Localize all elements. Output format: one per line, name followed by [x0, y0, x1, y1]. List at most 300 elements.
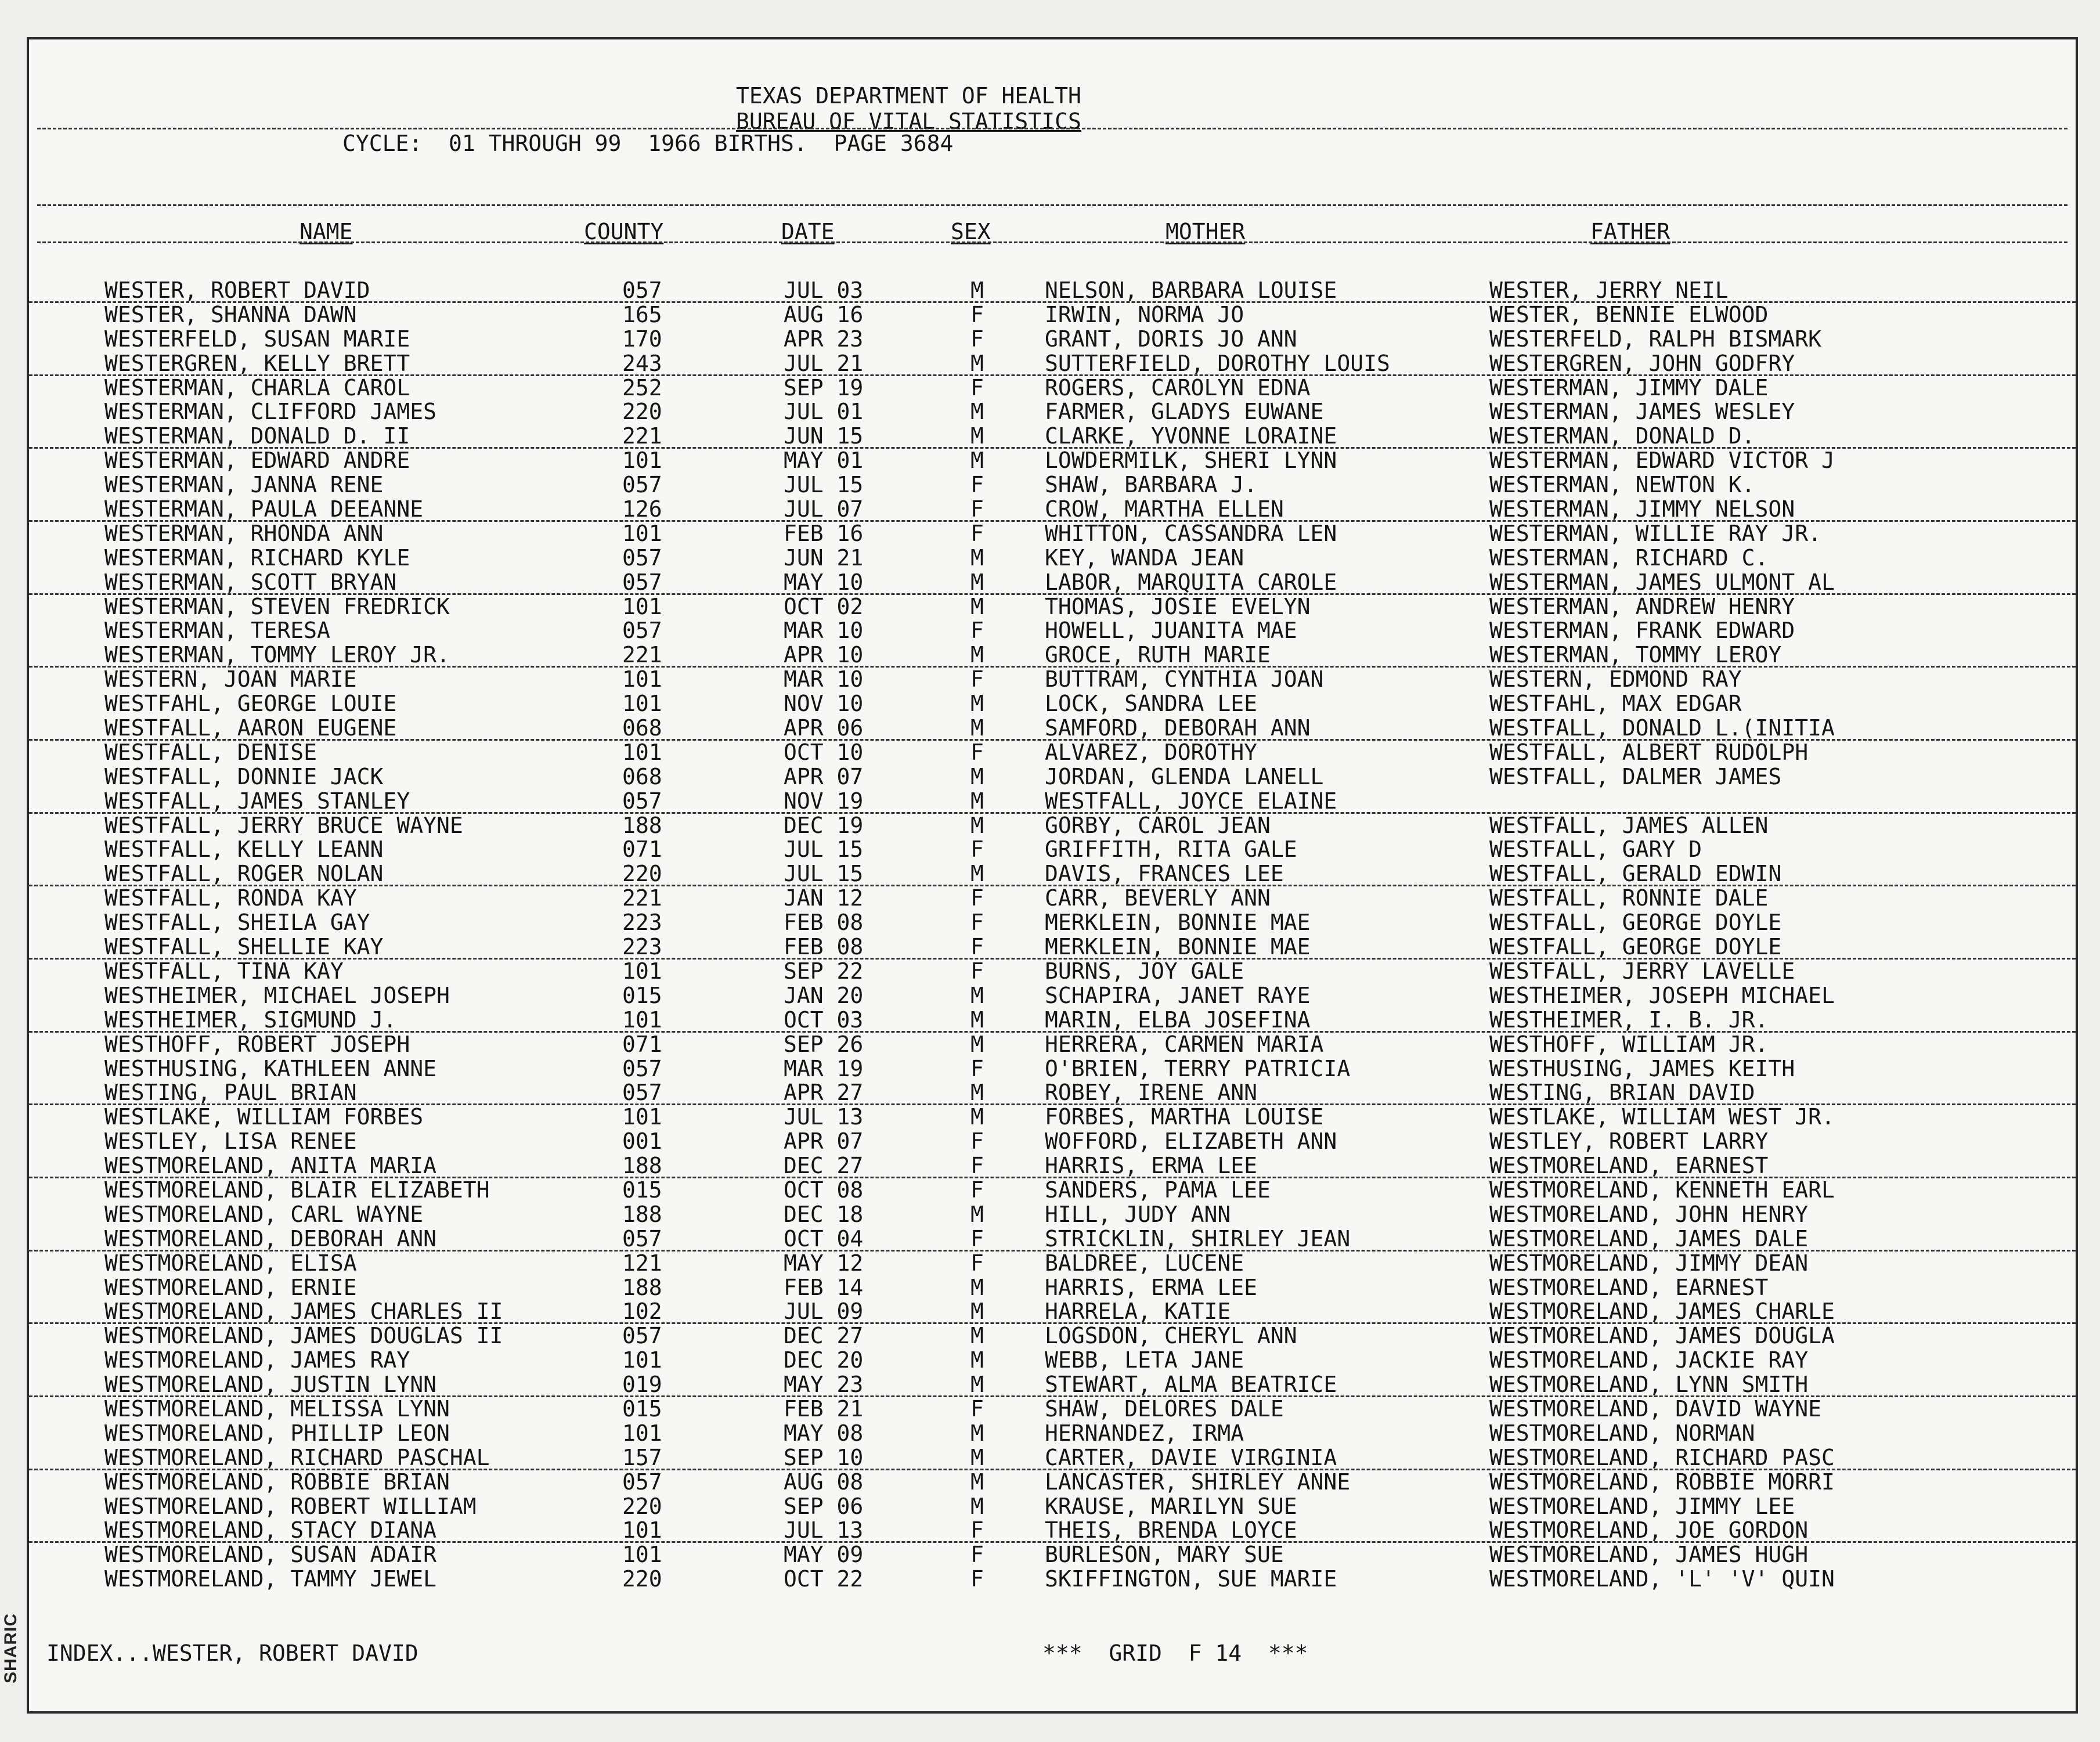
cell-father: WESTERMAN, JIMMY DALE	[1489, 374, 1769, 401]
cell-date: MAR 10	[784, 618, 864, 644]
cell-mother: HERNANDEZ, IRMA	[1045, 1420, 1244, 1446]
cell-sex: F	[970, 885, 984, 911]
cell-county: 121	[622, 1250, 662, 1276]
cell-date: JUL 03	[784, 277, 864, 303]
cell-name: WESTLEY, LISA RENEE	[104, 1128, 357, 1155]
cell-father: WESTMORELAND, ROBBIE MORRI	[1489, 1469, 1835, 1495]
cell-father: WESTFAHL, MAX EDGAR	[1489, 691, 1742, 717]
cell-date: JUN 21	[784, 544, 864, 571]
cell-father: WESTMORELAND, JAMES DALE	[1489, 1225, 1809, 1252]
cell-county: 223	[622, 934, 662, 960]
cell-sex: M	[970, 691, 984, 717]
cell-name: WESTMORELAND, ANITA MARIA	[104, 1153, 436, 1179]
cell-sex: M	[970, 1104, 984, 1130]
cell-mother: BURNS, JOY GALE	[1045, 958, 1244, 984]
cell-sex: M	[970, 788, 984, 814]
cell-mother: LOCK, SANDRA LEE	[1045, 691, 1258, 717]
cell-name: WESTMORELAND, JUSTIN LYNN	[104, 1372, 436, 1398]
cell-father: WESTERMAN, ANDREW HENRY	[1489, 593, 1795, 619]
table-row	[29, 571, 2076, 595]
cell-name: WESTFALL, RONDA KAY	[104, 885, 357, 911]
cell-county: 015	[622, 1395, 662, 1422]
table-row	[29, 741, 2076, 765]
cell-name: WESTFALL, JERRY BRUCE WAYNE	[104, 812, 463, 838]
cell-name: WESTERMAN, TOMMY LEROY JR.	[104, 642, 450, 668]
cell-father: WESTHUSING, JAMES KEITH	[1489, 1055, 1795, 1081]
cell-mother: GRANT, DORIS JO ANN	[1045, 326, 1297, 352]
table-row	[29, 960, 2076, 984]
cell-mother: WHITTON, CASSANDRA LEN	[1045, 520, 1337, 546]
cell-sex: M	[970, 277, 984, 303]
cell-mother: HARRELA, KATIE	[1045, 1299, 1231, 1325]
cell-mother: BUTTRAM, CYNTHIA JOAN	[1045, 666, 1324, 693]
cell-sex: F	[970, 666, 984, 693]
table-row	[29, 1543, 2076, 1567]
cell-sex: M	[970, 1007, 984, 1033]
cell-county: 223	[622, 910, 662, 936]
cell-county: 015	[622, 982, 662, 1008]
cell-mother: HERRERA, CARMEN MARIA	[1045, 1031, 1324, 1057]
cell-sex: M	[970, 642, 984, 668]
cell-sex: M	[970, 593, 984, 619]
cell-county: 057	[622, 544, 662, 571]
column-header-underline	[37, 241, 2067, 243]
cell-county: 057	[622, 472, 662, 498]
table-row	[29, 619, 2076, 643]
table-row	[29, 595, 2076, 619]
cell-sex: M	[970, 1031, 984, 1057]
table-row	[29, 1567, 2076, 1592]
cell-mother: ROGERS, CAROLYN EDNA	[1045, 374, 1311, 401]
table-row	[29, 789, 2076, 814]
cell-date: APR 10	[784, 642, 864, 668]
cell-father: WESTMORELAND, JOHN HENRY	[1489, 1201, 1809, 1227]
cell-name: WESTMORELAND, JAMES DOUGLAS II	[104, 1323, 503, 1349]
cell-mother: WESTFALL, JOYCE ELAINE	[1045, 788, 1337, 814]
cell-county: 071	[622, 836, 662, 863]
cell-father: WESTFALL, GARY D	[1489, 836, 1702, 863]
table-row	[29, 643, 2076, 668]
cell-mother: MERKLEIN, BONNIE MAE	[1045, 934, 1311, 960]
cell-sex: F	[970, 326, 984, 352]
cell-name: WESTMORELAND, PHILLIP LEON	[104, 1420, 450, 1446]
cell-date: JAN 12	[784, 885, 864, 911]
cell-date: FEB 08	[784, 910, 864, 936]
column-header-date: DATE	[781, 219, 835, 244]
cell-father: WESTMORELAND, JAMES CHARLE	[1489, 1299, 1835, 1325]
cell-father: WESTMORELAND, NORMAN	[1489, 1420, 1755, 1446]
cell-date: DEC 27	[784, 1323, 864, 1349]
cell-father: WESTMORELAND, LYNN SMITH	[1489, 1372, 1809, 1398]
cell-name: WESTERMAN, RICHARD KYLE	[104, 544, 410, 571]
cell-county: 157	[622, 1444, 662, 1470]
grid-footer: *** GRID F 14 ***	[1042, 1640, 1308, 1666]
cell-sex: M	[970, 448, 984, 474]
cell-name: WESTFALL, TINA KAY	[104, 958, 344, 984]
cell-county: 165	[622, 301, 662, 327]
table-row	[29, 1446, 2076, 1470]
column-header-name: NAME	[300, 219, 353, 244]
cell-father: WESTERMAN, FRANK EDWARD	[1489, 618, 1795, 644]
cell-sex: M	[970, 1299, 984, 1325]
table-row	[29, 1081, 2076, 1105]
cell-county: 001	[622, 1128, 662, 1155]
cell-date: DEC 27	[784, 1153, 864, 1179]
cell-sex: M	[970, 1420, 984, 1446]
cell-name: WESTMORELAND, ERNIE	[104, 1274, 357, 1300]
cell-county: 188	[622, 1201, 662, 1227]
cell-sex: F	[970, 934, 984, 960]
cell-name: WESTFAHL, GEORGE LOUIE	[104, 691, 397, 717]
index-footer: INDEX...WESTER, ROBERT DAVID	[46, 1640, 418, 1666]
cell-date: JUL 01	[784, 399, 864, 425]
cell-county: 221	[622, 642, 662, 668]
cell-date: SEP 26	[784, 1031, 864, 1057]
cell-county: 188	[622, 1153, 662, 1179]
table-row	[29, 1203, 2076, 1227]
cell-mother: CARTER, DAVIE VIRGINIA	[1045, 1444, 1337, 1470]
cell-county: 101	[622, 1007, 662, 1033]
cell-date: OCT 22	[784, 1566, 864, 1592]
cell-date: JUL 09	[784, 1299, 864, 1325]
column-header-county: COUNTY	[584, 219, 664, 244]
cell-father: WESTFALL, RONNIE DALE	[1489, 885, 1769, 911]
cell-date: SEP 19	[784, 374, 864, 401]
cell-mother: STEWART, ALMA BEATRICE	[1045, 1372, 1337, 1398]
column-header-rule	[37, 204, 2067, 206]
cell-mother: O'BRIEN, TERRY PATRICIA	[1045, 1055, 1351, 1081]
cell-date: JAN 20	[784, 982, 864, 1008]
cell-sex: M	[970, 812, 984, 838]
cell-date: OCT 08	[784, 1177, 864, 1203]
table-row	[29, 765, 2076, 789]
table-row	[29, 1397, 2076, 1422]
column-header-father: FATHER	[1590, 219, 1670, 244]
cell-name: WESTERMAN, SCOTT BRYAN	[104, 569, 397, 595]
cell-mother: GROCE, RUTH MARIE	[1045, 642, 1271, 668]
cell-county: 101	[622, 1517, 662, 1543]
table-row	[29, 473, 2076, 497]
cell-county: 101	[622, 520, 662, 546]
table-row	[29, 376, 2076, 401]
cell-name: WESTMORELAND, MELISSA LYNN	[104, 1395, 450, 1422]
cell-sex: M	[970, 423, 984, 449]
cell-father: WESTFALL, GERALD EDWIN	[1489, 861, 1782, 887]
cell-father: WESTHOFF, WILLIAM JR.	[1489, 1031, 1769, 1057]
cell-name: WESTMORELAND, JAMES RAY	[104, 1347, 410, 1373]
cell-father: WESTERMAN, NEWTON K.	[1489, 472, 1755, 498]
cell-name: WESTERMAN, JANNA RENE	[104, 472, 384, 498]
cell-mother: HOWELL, JUANITA MAE	[1045, 618, 1297, 644]
table-row	[29, 692, 2076, 716]
cell-sex: F	[970, 520, 984, 546]
cell-father: WESTMORELAND, EARNEST	[1489, 1153, 1769, 1179]
cell-date: DEC 20	[784, 1347, 864, 1373]
cell-date: MAY 08	[784, 1420, 864, 1446]
cell-sex: F	[970, 910, 984, 936]
cell-mother: MARIN, ELBA JOSEFINA	[1045, 1007, 1311, 1033]
cell-father: WESTFALL, DONALD L.(INITIA	[1489, 715, 1835, 741]
cell-mother: JORDAN, GLENDA LANELL	[1045, 763, 1324, 789]
cell-name: WESTERMAN, TERESA	[104, 618, 330, 644]
cell-name: WESTERMAN, DONALD D. II	[104, 423, 410, 449]
cell-date: OCT 03	[784, 1007, 864, 1033]
column-header-sex: SEX	[951, 219, 991, 244]
table-row	[29, 1105, 2076, 1130]
cell-sex: F	[970, 1250, 984, 1276]
table-row	[29, 424, 2076, 449]
cell-sex: F	[970, 472, 984, 498]
cell-date: FEB 08	[784, 934, 864, 960]
cell-name: WESTERMAN, CHARLA CAROL	[104, 374, 410, 401]
cell-name: WESTERFELD, SUSAN MARIE	[104, 326, 410, 352]
cell-county: 243	[622, 350, 662, 376]
cell-county: 101	[622, 593, 662, 619]
cell-county: 188	[622, 812, 662, 838]
cell-mother: ALVAREZ, DOROTHY	[1045, 739, 1258, 765]
cell-county: 101	[622, 448, 662, 474]
table-row	[29, 522, 2076, 546]
table-row	[29, 1154, 2076, 1178]
table-row	[29, 862, 2076, 886]
cell-name: WESTMORELAND, BLAIR ELIZABETH	[104, 1177, 490, 1203]
cell-mother: DAVIS, FRANCES LEE	[1045, 861, 1284, 887]
cell-father: WESTERMAN, JAMES WESLEY	[1489, 399, 1795, 425]
cell-sex: M	[970, 350, 984, 376]
cell-county: 057	[622, 1225, 662, 1252]
cell-father: WESTER, BENNIE ELWOOD	[1489, 301, 1769, 327]
cell-sex: M	[970, 1323, 984, 1349]
cell-county: 220	[622, 861, 662, 887]
table-row	[29, 327, 2076, 352]
cell-name: WESTMORELAND, ELISA	[104, 1250, 357, 1276]
cell-mother: BALDREE, LUCENE	[1045, 1250, 1244, 1276]
cell-mother: SHAW, BARBARA J.	[1045, 472, 1258, 498]
cell-father: WESTERN, EDMOND RAY	[1489, 666, 1742, 693]
cell-mother: THOMAS, JOSIE EVELYN	[1045, 593, 1311, 619]
cell-mother: KEY, WANDA JEAN	[1045, 544, 1244, 571]
cell-date: MAY 09	[784, 1542, 864, 1568]
cell-county: 252	[622, 374, 662, 401]
cell-name: WESTHEIMER, SIGMUND J.	[104, 1007, 397, 1033]
cell-father: WESTFALL, GEORGE DOYLE	[1489, 934, 1782, 960]
table-row	[29, 984, 2076, 1008]
table-row	[29, 400, 2076, 424]
cell-county: 057	[622, 277, 662, 303]
table-row	[29, 1495, 2076, 1519]
cell-name: WESTERMAN, EDWARD ANDRE	[104, 448, 410, 474]
table-row	[29, 1057, 2076, 1081]
table-row	[29, 1519, 2076, 1543]
cell-date: APR 06	[784, 715, 864, 741]
cell-date: APR 27	[784, 1080, 864, 1106]
cell-father: WESTER, JERRY NEIL	[1489, 277, 1729, 303]
cell-sex: M	[970, 1372, 984, 1398]
table-row	[29, 814, 2076, 838]
table-row	[29, 1422, 2076, 1446]
cell-name: WESTMORELAND, SUSAN ADAIR	[104, 1542, 436, 1568]
cell-name: WESTFALL, AARON EUGENE	[104, 715, 397, 741]
cell-father: WESTERMAN, RICHARD C.	[1489, 544, 1769, 571]
table-row	[29, 668, 2076, 692]
cell-father: WESTMORELAND, KENNETH EARL	[1489, 1177, 1835, 1203]
cell-county: 221	[622, 423, 662, 449]
cell-sex: M	[970, 763, 984, 789]
bureau-title: BUREAU OF VITAL STATISTICS	[736, 109, 1081, 134]
cell-county: 101	[622, 739, 662, 765]
cell-mother: HARRIS, ERMA LEE	[1045, 1153, 1258, 1179]
cell-county: 057	[622, 569, 662, 595]
cell-mother: BURLESON, MARY SUE	[1045, 1542, 1284, 1568]
cell-mother: LOWDERMILK, SHERI LYNN	[1045, 448, 1337, 474]
cell-county: 102	[622, 1299, 662, 1325]
cell-sex: M	[970, 569, 984, 595]
cell-name: WESTHOFF, ROBERT JOSEPH	[104, 1031, 410, 1057]
cell-father: WESTERMAN, DONALD D.	[1489, 423, 1755, 449]
cell-sex: F	[970, 1177, 984, 1203]
table-row	[29, 1033, 2076, 1057]
cell-mother: THEIS, BRENDA LOYCE	[1045, 1517, 1297, 1543]
table-row	[29, 935, 2076, 960]
cell-father: WESTERMAN, TOMMY LEROY	[1489, 642, 1782, 668]
cell-mother: KRAUSE, MARILYN SUE	[1045, 1493, 1297, 1519]
cell-mother: GRIFFITH, RITA GALE	[1045, 836, 1297, 863]
cell-mother: LANCASTER, SHIRLEY ANNE	[1045, 1469, 1351, 1495]
cell-father: WESTERFELD, RALPH BISMARK	[1489, 326, 1821, 352]
cell-county: 170	[622, 326, 662, 352]
cell-date: SEP 22	[784, 958, 864, 984]
cell-mother: CLARKE, YVONNE LORAINE	[1045, 423, 1337, 449]
cell-county: 057	[622, 788, 662, 814]
cell-sex: F	[970, 618, 984, 644]
cell-sex: M	[970, 1347, 984, 1373]
cell-father: WESTERGREN, JOHN GODFRY	[1489, 350, 1795, 376]
cell-date: NOV 19	[784, 788, 864, 814]
cell-name: WESTER, ROBERT DAVID	[104, 277, 370, 303]
cell-sex: M	[970, 399, 984, 425]
cell-date: OCT 04	[784, 1225, 864, 1252]
cell-date: FEB 14	[784, 1274, 864, 1300]
cell-date: JUN 15	[784, 423, 864, 449]
table-row	[29, 716, 2076, 741]
cell-sex: F	[970, 1395, 984, 1422]
cell-name: WESTERMAN, STEVEN FREDRICK	[104, 593, 450, 619]
table-row	[29, 886, 2076, 911]
cell-name: WESTERMAN, PAULA DEEANNE	[104, 496, 424, 522]
table-row	[29, 1470, 2076, 1495]
cell-father: WESTMORELAND, JACKIE RAY	[1489, 1347, 1809, 1373]
cell-county: 015	[622, 1177, 662, 1203]
cell-name: WESTHEIMER, MICHAEL JOSEPH	[104, 982, 450, 1008]
cell-father: WESTHEIMER, I. B. JR.	[1489, 1007, 1769, 1033]
cell-mother: WEBB, LETA JANE	[1045, 1347, 1244, 1373]
cell-mother: ROBEY, IRENE ANN	[1045, 1080, 1258, 1106]
cell-date: AUG 16	[784, 301, 864, 327]
cell-sex: F	[970, 1153, 984, 1179]
agency-title: TEXAS DEPARTMENT OF HEALTH	[736, 83, 1081, 109]
cell-sex: F	[970, 1517, 984, 1543]
birth-record-list	[29, 279, 2076, 1592]
cell-father: WESTMORELAND, JAMES HUGH	[1489, 1542, 1809, 1568]
cell-mother: LOGSDON, CHERYL ANN	[1045, 1323, 1297, 1349]
cell-mother: SUTTERFIELD, DOROTHY LOUIS	[1045, 350, 1390, 376]
cycle-line: CYCLE: 01 THROUGH 99 1966 BIRTHS. PAGE 3684	[342, 131, 954, 156]
cell-father: WESTMORELAND, 'L' 'V' QUIN	[1489, 1566, 1835, 1592]
cell-date: JUL 13	[784, 1104, 864, 1130]
cell-name: WESTMORELAND, RICHARD PASCHAL	[104, 1444, 490, 1470]
table-row	[29, 1178, 2076, 1203]
cell-county: 101	[622, 1542, 662, 1568]
cell-name: WESTFALL, SHELLIE KAY	[104, 934, 384, 960]
cell-mother: MERKLEIN, BONNIE MAE	[1045, 910, 1311, 936]
cell-sex: F	[970, 496, 984, 522]
cell-sex: M	[970, 715, 984, 741]
cell-county: 057	[622, 1469, 662, 1495]
cell-date: MAR 10	[784, 666, 864, 693]
cell-county: 101	[622, 691, 662, 717]
table-row	[29, 1130, 2076, 1154]
cell-date: APR 23	[784, 326, 864, 352]
cell-name: WESTFALL, SHEILA GAY	[104, 910, 370, 936]
side-label: SHARIC	[1, 1613, 20, 1683]
cell-date: DEC 19	[784, 812, 864, 838]
cell-mother: FARMER, GLADYS EUWANE	[1045, 399, 1324, 425]
cell-date: NOV 10	[784, 691, 864, 717]
cell-name: WESTERMAN, RHONDA ANN	[104, 520, 384, 546]
cell-name: WESTMORELAND, JAMES CHARLES II	[104, 1299, 503, 1325]
table-row	[29, 1252, 2076, 1276]
cell-date: APR 07	[784, 1128, 864, 1155]
cell-father: WESTFALL, JAMES ALLEN	[1489, 812, 1769, 838]
cell-date: JUL 15	[784, 836, 864, 863]
cell-father: WESTMORELAND, EARNEST	[1489, 1274, 1769, 1300]
cell-sex: M	[970, 544, 984, 571]
cell-date: MAY 01	[784, 448, 864, 474]
cell-mother: STRICKLIN, SHIRLEY JEAN	[1045, 1225, 1351, 1252]
cell-father: WESTERMAN, EDWARD VICTOR J	[1489, 448, 1835, 474]
cell-sex: M	[970, 1469, 984, 1495]
cell-name: WESTFALL, DENISE	[104, 739, 317, 765]
cell-date: MAR 19	[784, 1055, 864, 1081]
table-row	[29, 1373, 2076, 1397]
table-row	[29, 546, 2076, 571]
cell-date: OCT 10	[784, 739, 864, 765]
cell-father: WESTHEIMER, JOSEPH MICHAEL	[1489, 982, 1835, 1008]
cell-name: WESTFALL, ROGER NOLAN	[104, 861, 384, 887]
cell-mother: GORBY, CAROL JEAN	[1045, 812, 1271, 838]
cell-name: WESTFALL, DONNIE JACK	[104, 763, 384, 789]
cell-name: WESTMORELAND, ROBERT WILLIAM	[104, 1493, 477, 1519]
cell-county: 101	[622, 1347, 662, 1373]
cell-father: WESTERMAN, WILLIE RAY JR.	[1489, 520, 1821, 546]
cell-mother: CARR, BEVERLY ANN	[1045, 885, 1271, 911]
cell-date: JUL 21	[784, 350, 864, 376]
cell-sex: F	[970, 739, 984, 765]
record-page-frame	[27, 37, 2078, 1714]
table-row	[29, 1008, 2076, 1033]
cell-name: WESTERGREN, KELLY BRETT	[104, 350, 410, 376]
cell-mother: SKIFFINGTON, SUE MARIE	[1045, 1566, 1337, 1592]
cell-date: JUL 07	[784, 496, 864, 522]
cell-mother: SAMFORD, DEBORAH ANN	[1045, 715, 1311, 741]
cell-name: WESTERMAN, CLIFFORD JAMES	[104, 399, 436, 425]
cell-mother: WOFFORD, ELIZABETH ANN	[1045, 1128, 1337, 1155]
cell-date: OCT 02	[784, 593, 864, 619]
cell-name: WESTMORELAND, STACY DIANA	[104, 1517, 436, 1543]
cell-date: MAY 12	[784, 1250, 864, 1276]
cell-sex: F	[970, 1128, 984, 1155]
table-row	[29, 303, 2076, 327]
